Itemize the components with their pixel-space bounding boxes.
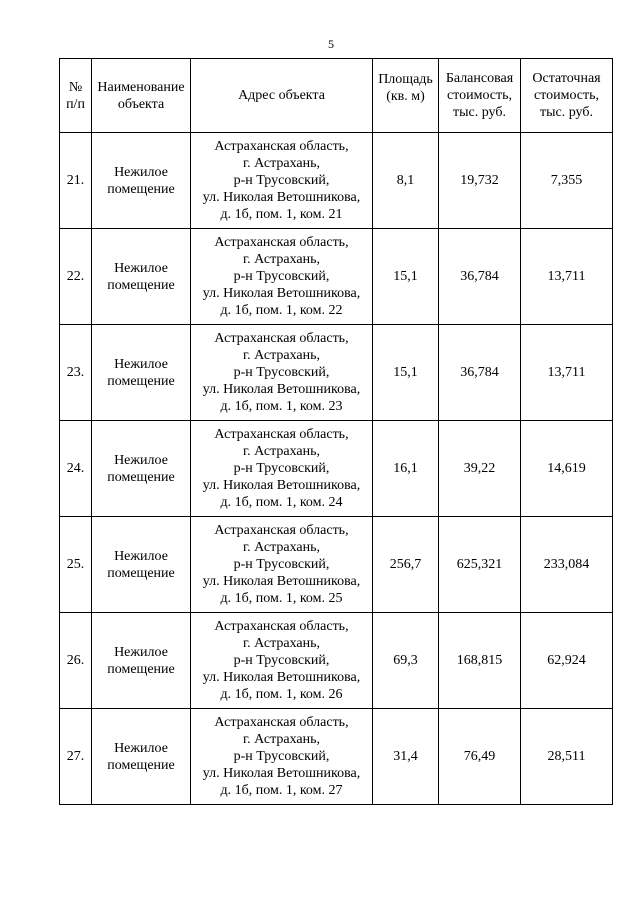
table-row (60, 613, 613, 709)
area-cell (373, 133, 439, 229)
object-name-line: помещение (107, 373, 175, 389)
object-name-cell (92, 229, 191, 325)
address-line: р-н Трусовский, (233, 365, 330, 380)
residual-value-cell (521, 613, 613, 709)
row-number: 23. (66, 365, 85, 380)
address-line: г. Астрахань, (242, 540, 321, 555)
residual-value: 13,711 (547, 365, 586, 380)
address-line: Астраханская область, (214, 619, 349, 634)
address-line: г. Астрахань, (242, 732, 321, 747)
address-line: г. Астрахань, (242, 444, 321, 459)
row-number-cell (60, 613, 92, 709)
row-number-cell (60, 709, 92, 805)
address-line: ул. Николая Ветошникова, (202, 382, 361, 397)
row-number-cell (60, 517, 92, 613)
balance-value: 168,815 (456, 653, 503, 668)
address-cell (191, 613, 373, 709)
object-name-cell (92, 613, 191, 709)
residual-value-cell (521, 325, 613, 421)
address-line: г. Астрахань, (242, 252, 321, 267)
balance-value-cell (439, 517, 521, 613)
table-row (60, 421, 613, 517)
residual-value-cell (521, 421, 613, 517)
object-name-line: помещение (107, 181, 175, 197)
balance-value-cell (439, 709, 521, 805)
header-name (92, 59, 191, 133)
address-line: д. 1б, пом. 1, ком. 21 (220, 207, 343, 222)
balance-value: 625,321 (456, 557, 503, 572)
address-line: Астраханская область, (214, 235, 349, 250)
area-value: 69,3 (393, 653, 418, 668)
address-line: ул. Николая Ветошникова, (202, 574, 361, 589)
header-address-line: Адрес объекта (238, 88, 325, 103)
address-cell (191, 229, 373, 325)
row-number: 21. (66, 173, 85, 188)
balance-value: 76,49 (463, 749, 496, 764)
balance-value-cell (439, 613, 521, 709)
balance-value: 36,784 (460, 365, 499, 380)
header-balance-line: стоимость, (446, 88, 513, 103)
table-body (60, 133, 613, 805)
address-line: Астраханская область, (214, 331, 349, 346)
object-name-cell (92, 517, 191, 613)
area-cell (373, 709, 439, 805)
residual-value: 28,511 (547, 749, 586, 764)
table-row (60, 517, 613, 613)
object-name-line: Нежилое (114, 548, 168, 564)
balance-value-cell (439, 325, 521, 421)
address-cell (191, 133, 373, 229)
row-number: 27. (66, 749, 85, 764)
area-cell (373, 421, 439, 517)
balance-value: 39,22 (463, 461, 496, 476)
object-name-line: Нежилое (114, 740, 168, 756)
header-num (60, 59, 92, 133)
residual-value: 62,924 (547, 653, 586, 668)
object-name-cell (92, 325, 191, 421)
object-name-line: помещение (107, 277, 175, 293)
address-cell (191, 709, 373, 805)
address-line: ул. Николая Ветошникова, (202, 190, 361, 205)
address-line: Астраханская область, (214, 715, 349, 730)
address-cell (191, 325, 373, 421)
header-residual-line: стоимость, (533, 88, 600, 103)
page-number: 5 (328, 37, 334, 51)
area-value: 16,1 (393, 461, 418, 476)
row-number: 26. (66, 653, 85, 668)
object-name-line: помещение (107, 565, 175, 581)
residual-value-cell (521, 709, 613, 805)
area-value: 15,1 (393, 365, 418, 380)
row-number-cell (60, 421, 92, 517)
address-line: р-н Трусовский, (233, 557, 330, 572)
row-number: 24. (66, 461, 85, 476)
object-name-line: Нежилое (114, 644, 168, 660)
area-value: 8,1 (396, 173, 415, 188)
table-row (60, 325, 613, 421)
address-line: д. 1б, пом. 1, ком. 27 (220, 783, 343, 798)
area-cell (373, 517, 439, 613)
address-cell (191, 517, 373, 613)
residual-value: 14,619 (547, 461, 586, 476)
row-number: 25. (66, 557, 85, 572)
address-line: ул. Николая Ветошникова, (202, 766, 361, 781)
table-row (60, 229, 613, 325)
residual-value: 13,711 (547, 269, 586, 284)
area-cell (373, 613, 439, 709)
balance-value-cell (439, 229, 521, 325)
object-name-line: помещение (107, 469, 175, 485)
header-balance-line: Балансовая (445, 71, 514, 86)
row-number-cell (60, 133, 92, 229)
area-cell (373, 229, 439, 325)
address-line: р-н Трусовский, (233, 269, 330, 284)
address-line: Астраханская область, (214, 139, 349, 154)
table-row (60, 133, 613, 229)
address-line: д. 1б, пом. 1, ком. 25 (220, 591, 343, 606)
header-residual-line: тыс. руб. (540, 105, 593, 120)
header-address (191, 59, 373, 133)
object-name-cell (92, 709, 191, 805)
object-name-line: Нежилое (114, 260, 168, 276)
address-cell (191, 421, 373, 517)
address-line: р-н Трусовский, (233, 461, 330, 476)
object-name-line: Нежилое (114, 452, 168, 468)
address-line: ул. Николая Ветошникова, (202, 286, 361, 301)
row-number-cell (60, 229, 92, 325)
header-balance-line: тыс. руб. (453, 105, 506, 120)
area-value: 256,7 (389, 557, 422, 572)
address-line: д. 1б, пом. 1, ком. 22 (220, 303, 343, 318)
object-name-line: помещение (107, 661, 175, 677)
property-table (59, 58, 613, 805)
balance-value-cell (439, 421, 521, 517)
object-name-line: Нежилое (114, 164, 168, 180)
residual-value-cell (521, 517, 613, 613)
table-row (60, 709, 613, 805)
header-name-line: Наименование (97, 79, 185, 95)
header-name-line: объекта (117, 96, 165, 112)
residual-value-cell (521, 229, 613, 325)
residual-value: 233,084 (543, 557, 590, 572)
row-number-cell (60, 325, 92, 421)
header-num-line: п/п (66, 96, 85, 112)
area-value: 15,1 (393, 269, 418, 284)
address-line: р-н Трусовский, (233, 173, 330, 188)
address-line: Астраханская область, (214, 523, 349, 538)
address-line: д. 1б, пом. 1, ком. 23 (220, 399, 343, 414)
header-residual-line: Остаточная (532, 71, 601, 86)
object-name-line: помещение (107, 757, 175, 773)
residual-value-cell (521, 133, 613, 229)
header-num-line: № (68, 79, 83, 95)
row-number: 22. (66, 269, 85, 284)
area-value: 31,4 (393, 749, 418, 764)
address-line: д. 1б, пом. 1, ком. 26 (220, 687, 343, 702)
balance-value: 36,784 (460, 269, 499, 284)
address-line: д. 1б, пом. 1, ком. 24 (220, 495, 343, 510)
header-area-line: (кв. м) (386, 89, 425, 104)
address-line: р-н Трусовский, (233, 653, 330, 668)
residual-value: 7,355 (550, 173, 583, 188)
address-line: Астраханская область, (214, 427, 349, 442)
balance-value: 19,732 (460, 173, 499, 188)
object-name-line: Нежилое (114, 356, 168, 372)
address-line: р-н Трусовский, (233, 749, 330, 764)
header-balance (439, 59, 521, 133)
area-cell (373, 325, 439, 421)
header-residual (521, 59, 613, 133)
header-area (373, 59, 439, 133)
address-line: ул. Николая Ветошникова, (202, 478, 361, 493)
address-line: г. Астрахань, (242, 636, 321, 651)
header-area-line: Площадь (378, 72, 433, 87)
address-line: г. Астрахань, (242, 348, 321, 363)
balance-value-cell (439, 133, 521, 229)
header-row (60, 59, 613, 133)
table-header (60, 59, 613, 133)
address-line: г. Астрахань, (242, 156, 321, 171)
object-name-cell (92, 133, 191, 229)
object-name-cell (92, 421, 191, 517)
address-line: ул. Николая Ветошникова, (202, 670, 361, 685)
